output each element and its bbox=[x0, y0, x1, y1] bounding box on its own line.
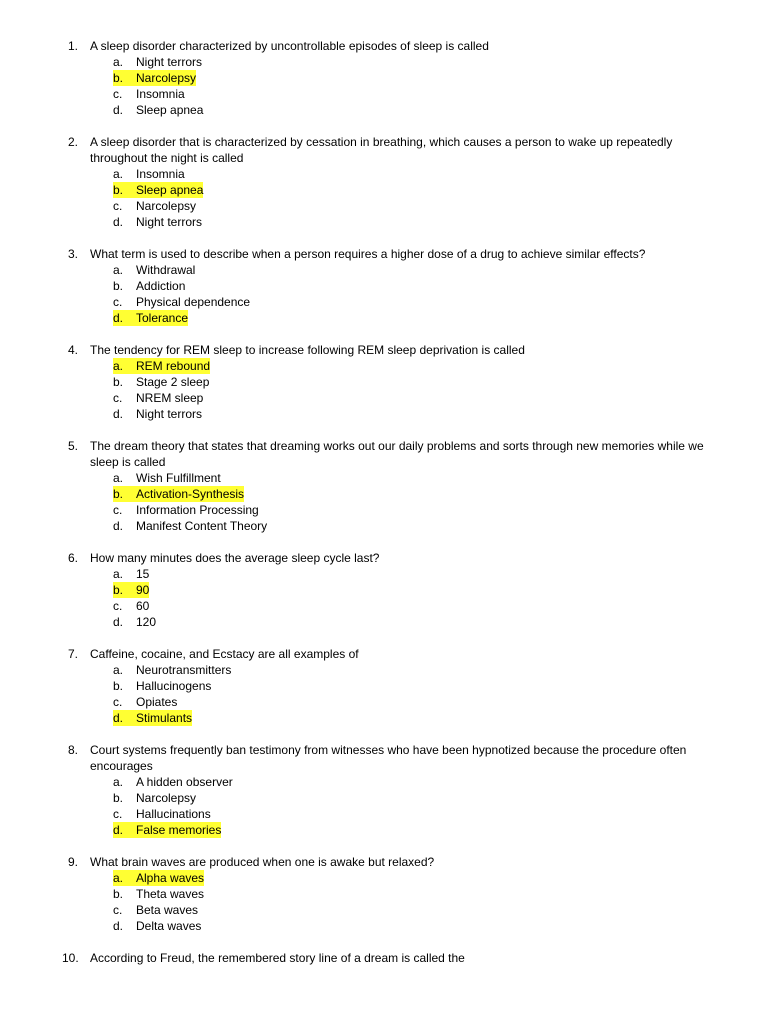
choice-letter: b. bbox=[113, 487, 124, 501]
question-text: A sleep disorder that is characterized by cessation in breathing, which causes a person to wake up repeatedly throughout the night is called bbox=[90, 135, 673, 165]
answer-highlight bbox=[113, 310, 188, 326]
question-number bbox=[0, 742, 90, 774]
choice-letter: b. bbox=[113, 791, 124, 805]
choice-text: Withdrawal bbox=[136, 263, 196, 277]
answer-choice bbox=[113, 502, 768, 518]
answer-choice bbox=[113, 102, 768, 118]
question-item bbox=[0, 38, 768, 118]
choice-letter: b. bbox=[113, 183, 124, 197]
answer-choice-correct bbox=[113, 182, 768, 198]
question-item bbox=[0, 438, 768, 534]
answer-wrap bbox=[113, 54, 202, 70]
answer-choice bbox=[113, 662, 768, 678]
answer-wrap bbox=[113, 166, 185, 182]
question-text: The tendency for REM sleep to increase following REM sleep deprivation is called bbox=[90, 343, 525, 357]
answer-wrap bbox=[113, 566, 149, 582]
answer-choice bbox=[113, 598, 768, 614]
question-line bbox=[0, 134, 768, 166]
choice-text: Narcolepsy bbox=[136, 791, 197, 805]
question-number-label: 6. bbox=[68, 551, 79, 565]
choice-letter: d. bbox=[113, 823, 124, 837]
question-number bbox=[0, 854, 90, 870]
answer-choice-correct bbox=[113, 870, 768, 886]
answer-wrap bbox=[113, 902, 198, 918]
answer-choice bbox=[113, 86, 768, 102]
answer-choice bbox=[113, 566, 768, 582]
answer-highlight bbox=[113, 870, 204, 886]
answer-choice-correct bbox=[113, 710, 768, 726]
choice-letter: d. bbox=[113, 103, 124, 117]
answer-highlight bbox=[113, 486, 244, 502]
choice-letter: c. bbox=[113, 807, 123, 821]
choice-text: A hidden observer bbox=[136, 775, 233, 789]
question-item bbox=[0, 854, 768, 934]
choice-letter: a. bbox=[113, 663, 124, 677]
answer-wrap bbox=[113, 694, 177, 710]
choice-text: Theta waves bbox=[136, 887, 205, 901]
question-number bbox=[0, 246, 90, 262]
answer-choice bbox=[113, 54, 768, 70]
question-line bbox=[0, 342, 768, 358]
choice-letter: a. bbox=[113, 263, 124, 277]
choice-text: Night terrors bbox=[136, 215, 203, 229]
question-number bbox=[0, 342, 90, 358]
answer-choice-correct bbox=[113, 358, 768, 374]
answer-wrap bbox=[113, 86, 185, 102]
answer-choice bbox=[113, 390, 768, 406]
answer-wrap bbox=[113, 406, 202, 422]
choice-letter: d. bbox=[113, 407, 124, 421]
question-number-label: 7. bbox=[68, 647, 79, 661]
answer-highlight bbox=[113, 358, 210, 374]
answer-choice bbox=[113, 902, 768, 918]
choice-text: Narcolepsy bbox=[136, 71, 197, 85]
question-item bbox=[0, 550, 768, 630]
question-number-label: 1. bbox=[68, 39, 79, 53]
answer-wrap bbox=[113, 662, 231, 678]
choice-text: Beta waves bbox=[136, 903, 199, 917]
answer-choice bbox=[113, 198, 768, 214]
question-text: What term is used to describe when a person requires a higher dose of a drug to achieve similar effects? bbox=[90, 247, 646, 261]
answer-choice-correct bbox=[113, 822, 768, 838]
answer-highlight bbox=[113, 582, 149, 598]
answer-wrap bbox=[113, 390, 203, 406]
question-number bbox=[0, 134, 90, 166]
answer-choice bbox=[113, 806, 768, 822]
answer-choice-correct bbox=[113, 582, 768, 598]
choice-text: Hallucinogens bbox=[136, 679, 212, 693]
question-item bbox=[0, 950, 768, 966]
answer-highlight bbox=[113, 70, 196, 86]
answer-wrap bbox=[113, 774, 233, 790]
answer-highlight bbox=[113, 710, 192, 726]
question-text: A sleep disorder characterized by uncontrollable episodes of sleep is called bbox=[90, 39, 489, 53]
choice-letter: c. bbox=[113, 503, 123, 517]
answer-wrap bbox=[113, 198, 196, 214]
choice-letter: c. bbox=[113, 295, 123, 309]
choice-text: NREM sleep bbox=[136, 391, 204, 405]
choice-text: Alpha waves bbox=[136, 871, 205, 885]
choice-letter: b. bbox=[113, 71, 124, 85]
answer-choice bbox=[113, 214, 768, 230]
question-text: Court systems frequently ban testimony from witnesses who have been hypnotized because the procedure often encourages bbox=[90, 743, 687, 773]
answer-choice bbox=[113, 886, 768, 902]
choice-text: Physical dependence bbox=[136, 295, 251, 309]
choice-text: Insomnia bbox=[136, 87, 185, 101]
question-number bbox=[0, 550, 90, 566]
answer-wrap bbox=[113, 614, 156, 630]
answer-choice bbox=[113, 918, 768, 934]
choice-text: Sleep apnea bbox=[136, 183, 204, 197]
choice-text: Narcolepsy bbox=[136, 199, 197, 213]
choice-text: Opiates bbox=[136, 695, 178, 709]
choice-letter: b. bbox=[113, 279, 124, 293]
question-line bbox=[0, 950, 768, 966]
choice-letter: c. bbox=[113, 599, 123, 613]
choice-letter: a. bbox=[113, 55, 124, 69]
choice-text: Wish Fulfillment bbox=[136, 471, 221, 485]
choice-text: Addiction bbox=[136, 279, 186, 293]
choice-letter: d. bbox=[113, 711, 124, 725]
answer-wrap bbox=[113, 214, 202, 230]
answer-wrap bbox=[113, 294, 250, 310]
answer-wrap bbox=[113, 918, 201, 934]
question-text: How many minutes does the average sleep cycle last? bbox=[90, 551, 380, 565]
choice-letter: d. bbox=[113, 311, 124, 325]
choice-text: Tolerance bbox=[136, 311, 189, 325]
question-number bbox=[0, 646, 90, 662]
answer-choice bbox=[113, 166, 768, 182]
choice-text: Stage 2 sleep bbox=[136, 375, 210, 389]
answer-choice-correct bbox=[113, 70, 768, 86]
question-number-label: 10. bbox=[62, 951, 79, 965]
question-number-label: 8. bbox=[68, 743, 79, 757]
choice-text: Neurotransmitters bbox=[136, 663, 232, 677]
choice-letter: b. bbox=[113, 679, 124, 693]
choice-letter: c. bbox=[113, 199, 123, 213]
answer-wrap bbox=[113, 790, 196, 806]
choice-text: Stimulants bbox=[136, 711, 193, 725]
choice-text: 15 bbox=[136, 567, 150, 581]
question-text: Caffeine, cocaine, and Ecstacy are all examples of bbox=[90, 647, 359, 661]
choice-letter: c. bbox=[113, 391, 123, 405]
answer-wrap bbox=[113, 806, 211, 822]
answer-wrap bbox=[113, 678, 211, 694]
choice-letter: a. bbox=[113, 567, 124, 581]
choice-letter: a. bbox=[113, 471, 124, 485]
answer-choice-correct bbox=[113, 310, 768, 326]
question-line bbox=[0, 646, 768, 662]
choice-text: False memories bbox=[136, 823, 222, 837]
question-number-label: 4. bbox=[68, 343, 79, 357]
answer-wrap bbox=[113, 518, 267, 534]
answer-choice-correct bbox=[113, 486, 768, 502]
choice-text: Night terrors bbox=[136, 55, 203, 69]
choice-letter: c. bbox=[113, 903, 123, 917]
question-item bbox=[0, 646, 768, 726]
question-line bbox=[0, 550, 768, 566]
answer-choice bbox=[113, 470, 768, 486]
answer-wrap bbox=[113, 598, 149, 614]
choice-text: Sleep apnea bbox=[136, 103, 204, 117]
choice-letter: a. bbox=[113, 775, 124, 789]
answer-choice bbox=[113, 278, 768, 294]
choice-text: 60 bbox=[136, 599, 150, 613]
question-number bbox=[0, 38, 90, 54]
answer-choice bbox=[113, 406, 768, 422]
choice-text: Activation-Synthesis bbox=[136, 487, 245, 501]
choice-text: Insomnia bbox=[136, 167, 185, 181]
question-item bbox=[0, 246, 768, 326]
choice-letter: c. bbox=[113, 87, 123, 101]
answer-choice bbox=[113, 614, 768, 630]
choice-text: Manifest Content Theory bbox=[136, 519, 268, 533]
choice-letter: a. bbox=[113, 871, 124, 885]
answer-wrap bbox=[113, 278, 185, 294]
answer-choice bbox=[113, 262, 768, 278]
question-number-label: 3. bbox=[68, 247, 79, 261]
answer-highlight bbox=[113, 822, 221, 838]
choice-letter: a. bbox=[113, 167, 124, 181]
quiz-page bbox=[0, 38, 768, 982]
choice-letter: d. bbox=[113, 215, 124, 229]
choice-text: 120 bbox=[136, 615, 157, 629]
question-text: The dream theory that states that dreaming works out our daily problems and sorts through new memories while we sleep is called bbox=[90, 439, 704, 469]
choice-text: Hallucinations bbox=[136, 807, 211, 821]
question-number-label: 2. bbox=[68, 135, 79, 149]
answer-wrap bbox=[113, 470, 221, 486]
answer-choice bbox=[113, 374, 768, 390]
question-item bbox=[0, 742, 768, 838]
choice-text: Delta waves bbox=[136, 919, 202, 933]
question-item bbox=[0, 134, 768, 230]
choice-letter: b. bbox=[113, 583, 124, 597]
choice-text: 90 bbox=[136, 583, 150, 597]
question-text: What brain waves are produced when one is awake but relaxed? bbox=[90, 855, 435, 869]
question-text: According to Freud, the remembered story line of a dream is called the bbox=[90, 951, 465, 965]
question-line bbox=[0, 246, 768, 262]
choice-letter: b. bbox=[113, 887, 124, 901]
answer-wrap bbox=[113, 502, 259, 518]
answer-wrap bbox=[113, 374, 209, 390]
answer-wrap bbox=[113, 262, 195, 278]
answer-choice bbox=[113, 774, 768, 790]
choice-letter: d. bbox=[113, 615, 124, 629]
choice-letter: d. bbox=[113, 519, 124, 533]
question-line bbox=[0, 38, 768, 54]
question-number-label: 9. bbox=[68, 855, 79, 869]
choice-letter: a. bbox=[113, 359, 124, 373]
question-number bbox=[0, 438, 90, 470]
choice-letter: b. bbox=[113, 375, 124, 389]
choice-text: Information Processing bbox=[136, 503, 259, 517]
answer-choice bbox=[113, 678, 768, 694]
choice-letter: d. bbox=[113, 919, 124, 933]
choice-letter: c. bbox=[113, 695, 123, 709]
answer-choice bbox=[113, 518, 768, 534]
answer-choice bbox=[113, 294, 768, 310]
question-line bbox=[0, 438, 768, 470]
question-number-label: 5. bbox=[68, 439, 79, 453]
answer-choice bbox=[113, 694, 768, 710]
question-line bbox=[0, 742, 768, 774]
question-line bbox=[0, 854, 768, 870]
answer-highlight bbox=[113, 182, 203, 198]
choice-text: Night terrors bbox=[136, 407, 203, 421]
question-number bbox=[0, 950, 90, 966]
choice-text: REM rebound bbox=[136, 359, 211, 373]
answer-choice bbox=[113, 790, 768, 806]
question-item bbox=[0, 342, 768, 422]
answer-wrap bbox=[113, 102, 203, 118]
answer-wrap bbox=[113, 886, 204, 902]
